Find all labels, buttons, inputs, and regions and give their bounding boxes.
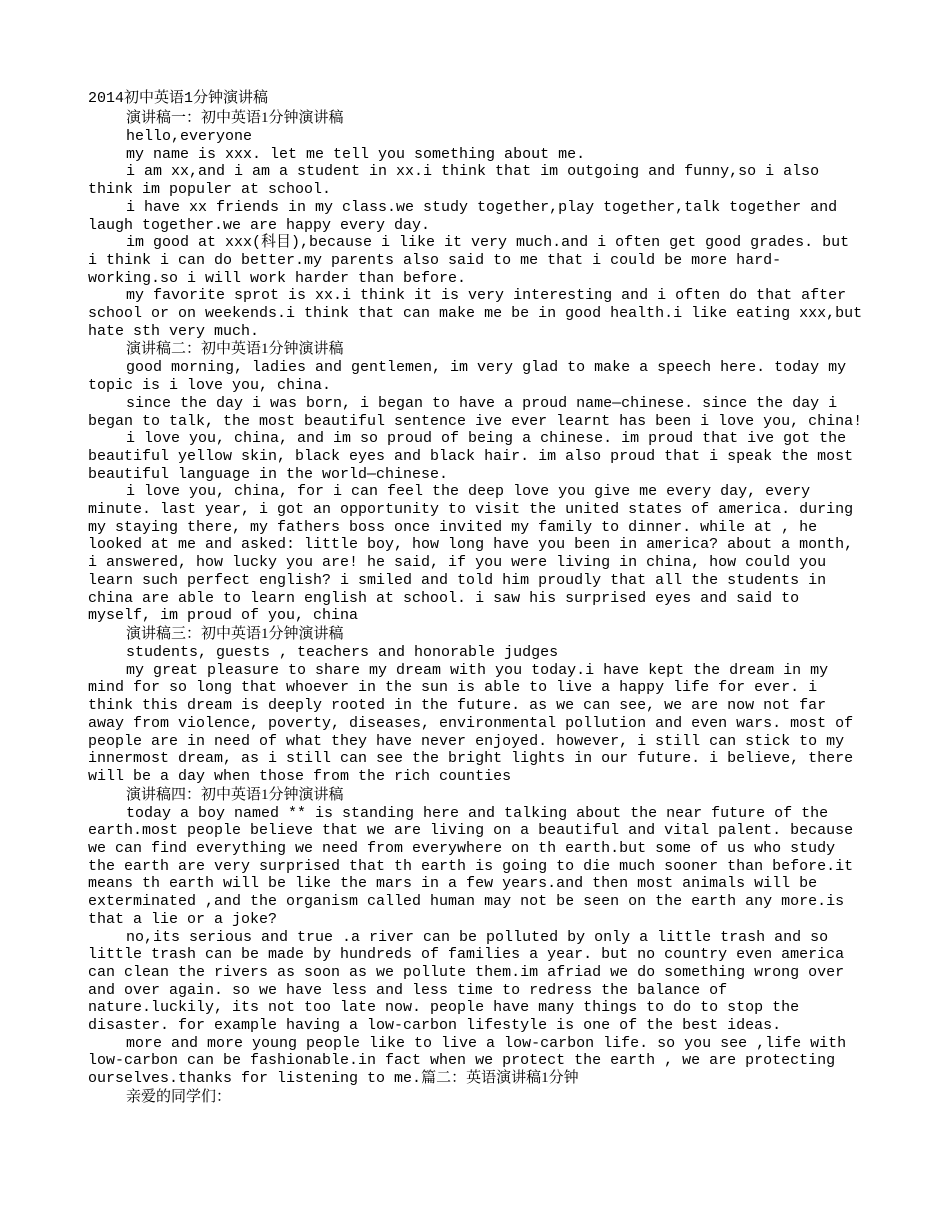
speech2-heading: 演讲稿二：初中英语1分钟演讲稿 xyxy=(126,341,344,358)
paragraph: i love you, china, and im so proud of being a chinese. im proud that ive got the beautiful yellow skin, black eyes and black hair. im also proud that i speak the most beautiful language in the world—chinese. xyxy=(88,430,854,483)
paragraph-text: more and more young people like to live a low-carbon life. so you see ,life with low-carbon can be fashionable.in fact when we protect the earth , we are protecting ourselves.thanks for listening to me. xyxy=(88,1034,847,1088)
paragraph: my great pleasure to share my dream with you today.i have kept the dream in my mind for so long that whoever in the sun is able to live a happy life for ever. i think this dream is deeply rooted in the future. as we can see, we are now not far away from violence, poverty, diseases, environmental pollution and even wars. most of people are in need of what they have never enjoyed. however, i still can stick to my innermost dream, as i still can see the bright lights in our future. i believe, there will be a day when those from the rich counties xyxy=(88,661,854,785)
closing-line: 亲爱的同学们： xyxy=(126,1088,232,1105)
paragraph: today a boy named ** is standing here and talking about the near future of the earth.most people believe that we are living on a beautiful and vital palent. because we can find everything we need from everywhere on th earth.but some of us who study the earth are very surprised that th earth is going to die much sooner than before.it means th earth will be like the mars in a few years.and then most animals will be exterminated ,and the organism called human may not be seen on the earth any more.is that a lie or a joke? xyxy=(88,804,854,928)
paragraph: im good at xxx(科目),because i like it very much.and i often get good grades. but i think i can do better.my parents also said to me that i could be more hard-working.so i will work harder than before. xyxy=(88,234,850,287)
paragraph: hello,everyone xyxy=(126,128,253,145)
paragraph xyxy=(88,1035,863,1088)
speech3-heading: 演讲稿三：初中英语1分钟演讲稿 xyxy=(126,625,344,642)
paragraph: no,its serious and true .a river can be polluted by only a little trash and so little trash can be made by hundreds of families a year. but no country even america can clean the rivers as soon as we pollute them.im afriad we do something wrong over and over again. so we have less and less time to redress the balance of nature.luckily, its not too late now. people have many things to do to stop the disaster. for example having a low-carbon lifestyle is one of the best ideas. xyxy=(88,928,845,1035)
paragraph: i love you, china, for i can feel the deep love you give me every day, every minute. last year, i got an opportunity to visit the united states of america. during my staying there, my fathers boss once invited my family to dinner. while at , he looked at me and asked: little boy, how long have you been in america? about a month, i answered, how lucky you are! he said, if you were living in china, how could you learn such perfect english? i smiled and told him proudly that all the students in china are able to learn english at school. i saw his surprised eyes and said to myself, im proud of you, china xyxy=(88,483,854,625)
paragraph: students, guests , teachers and honorable judges xyxy=(126,643,559,661)
speech1-heading: 演讲稿一：初中英语1分钟演讲稿 xyxy=(126,110,344,126)
document-title: 2014初中英语1分钟演讲稿 xyxy=(88,90,269,107)
speech4-heading: 演讲稿四：初中英语1分钟演讲稿 xyxy=(126,786,344,803)
document-page xyxy=(88,89,863,1107)
paragraph: my favorite sprot is xx.i think it is very interesting and i often do that after school or on weekends.i think that can make me be in good health.i like eating xxx,but hate sth very much. xyxy=(88,287,863,340)
section-heading-inline: 篇二：英语演讲稿1分钟 xyxy=(421,1070,579,1087)
paragraph: i am xx,and i am a student in xx.i think that im outgoing and funny,so i also think im populer at school. xyxy=(88,163,820,199)
paragraph: i have xx friends in my class.we study together,play together,talk together and laugh together.we are happy every day. xyxy=(88,198,838,234)
paragraph: my name is xxx. let me tell you something about me. xyxy=(126,145,586,163)
paragraph: since the day i was born, i began to have a proud name—chinese. since the day i began to talk, the most beautiful sentence ive ever learnt has been i love you, china! xyxy=(88,394,863,430)
paragraph: good morning, ladies and gentlemen, im very glad to make a speech here. today my topic is i love you, china. xyxy=(88,359,847,395)
